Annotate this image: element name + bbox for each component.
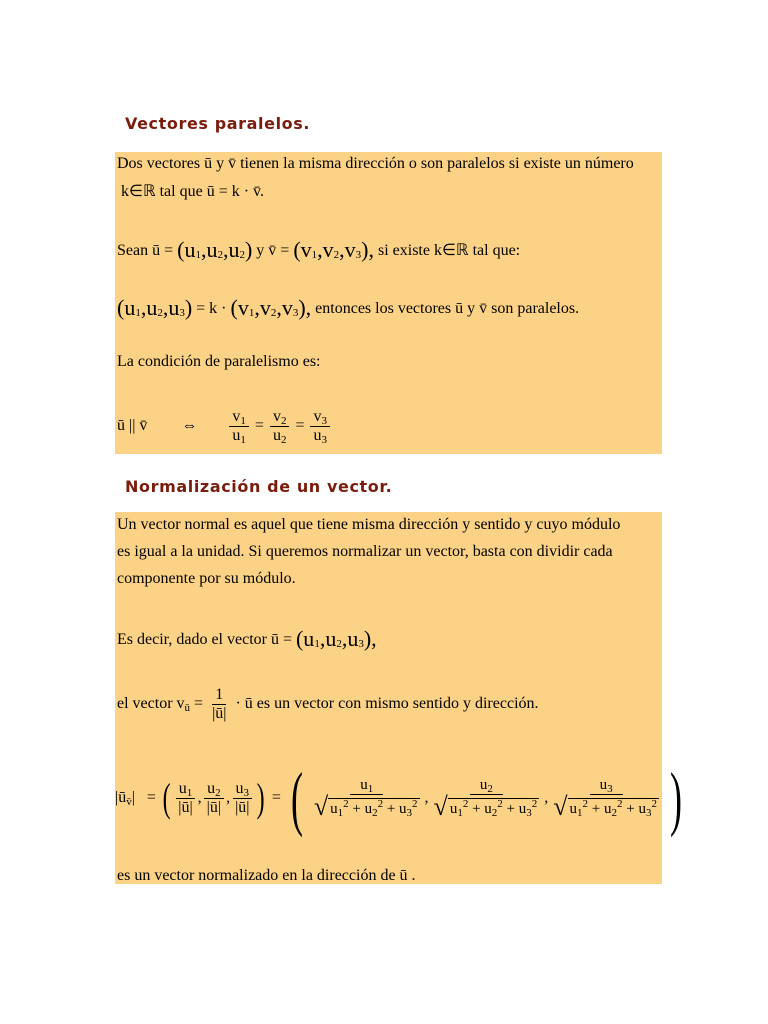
fraction-v2-u2: $\frac{v_2}{u_2}$ [270, 408, 290, 445]
fraction-u1-radical: $u_1$ √ $u_1^2 + u_2^2 + u_3^2$ [313, 777, 418, 822]
normalizacion-line-3: componente por su módulo. [117, 570, 296, 587]
fraction-v1-u1: $\frac{v_1}{u_1}$ [229, 408, 249, 445]
paralelos-line-4: $(u_1,u_2,u_3) = k \cdot (v_1,v_2,v_3)$, entonces los vectores ū y v̄ son paralelos. [117, 295, 580, 320]
normalization-formula: $|ū_{v̄}|$ = ( $\frac{u_1}{|ū|}$ , $\frac{u_2}{|ū|}$ , $\frac{u_3}{|ū|}$ ) = ( $u_1$ √ $u_1^2 + u_2^2 + u_3^2$ , $u_2$ √ $u_1^2 + u_2^2 + u_3^2$ , $u_3$ √ $u_1^2 + u_2^2 + u_3^2$ ) [115, 758, 682, 839]
fraction-u2-radical: $u_2$ √ $u_1^2 + u_2^2 + u_3^2$ [433, 777, 538, 822]
paralelos-line-5: La condición de paralelismo es: [117, 353, 321, 370]
normalizacion-line-7: es un vector normalizado en la dirección de ū . [117, 867, 416, 884]
fraction-one-over-norm: $\frac{1}{|ū|}$ [212, 685, 227, 722]
paralelos-line-3: Sean ū = $(u_1,u_2,u_2)$ y v̄ = $(v_1,v_2,v_3)$, si existe k∈ℝ tal que: [117, 237, 521, 262]
normalizacion-line-4: Es decir, dado el vector ū = $(u_1,u_2,u_3)$, [117, 626, 377, 651]
normalizacion-line-2: es igual a la unidad. Si queremos normalizar un vector, basta con dividir cada [117, 543, 613, 560]
normalizacion-line-5: el vector $v_ū$ = $\frac{1}{|ū|}$ · ū es un vector con mismo sentido y dirección. [117, 685, 539, 722]
fraction-u3-radical: $u_3$ √ $u_1^2 + u_2^2 + u_3^2$ [553, 777, 657, 822]
paralelism-condition: ū || v̄ ⇔ $\frac{v_1}{u_1}$ = $\frac{v_2}{u_2}$ = $\frac{v_3}{u_3}$ [117, 406, 332, 446]
paralelos-line-1: Dos vectores ū y v̄ tienen la misma dirección o son paralelos si existe un número [117, 155, 634, 172]
normalizacion-box [115, 512, 682, 884]
section-heading-normalizacion: Normalización de un vector. [125, 477, 393, 496]
fraction-v3-u3: $\frac{v_3}{u_3}$ [310, 408, 330, 445]
normalizacion-line-1: Un vector normal es aquel que tiene misma dirección y sentido y cuyo módulo [117, 516, 621, 533]
paralelos-box [115, 152, 662, 454]
section-heading-paralelos: Vectores paralelos. [125, 114, 311, 133]
paralelos-line-2: k∈ℝ tal que ū = k · v̄. [121, 183, 265, 200]
